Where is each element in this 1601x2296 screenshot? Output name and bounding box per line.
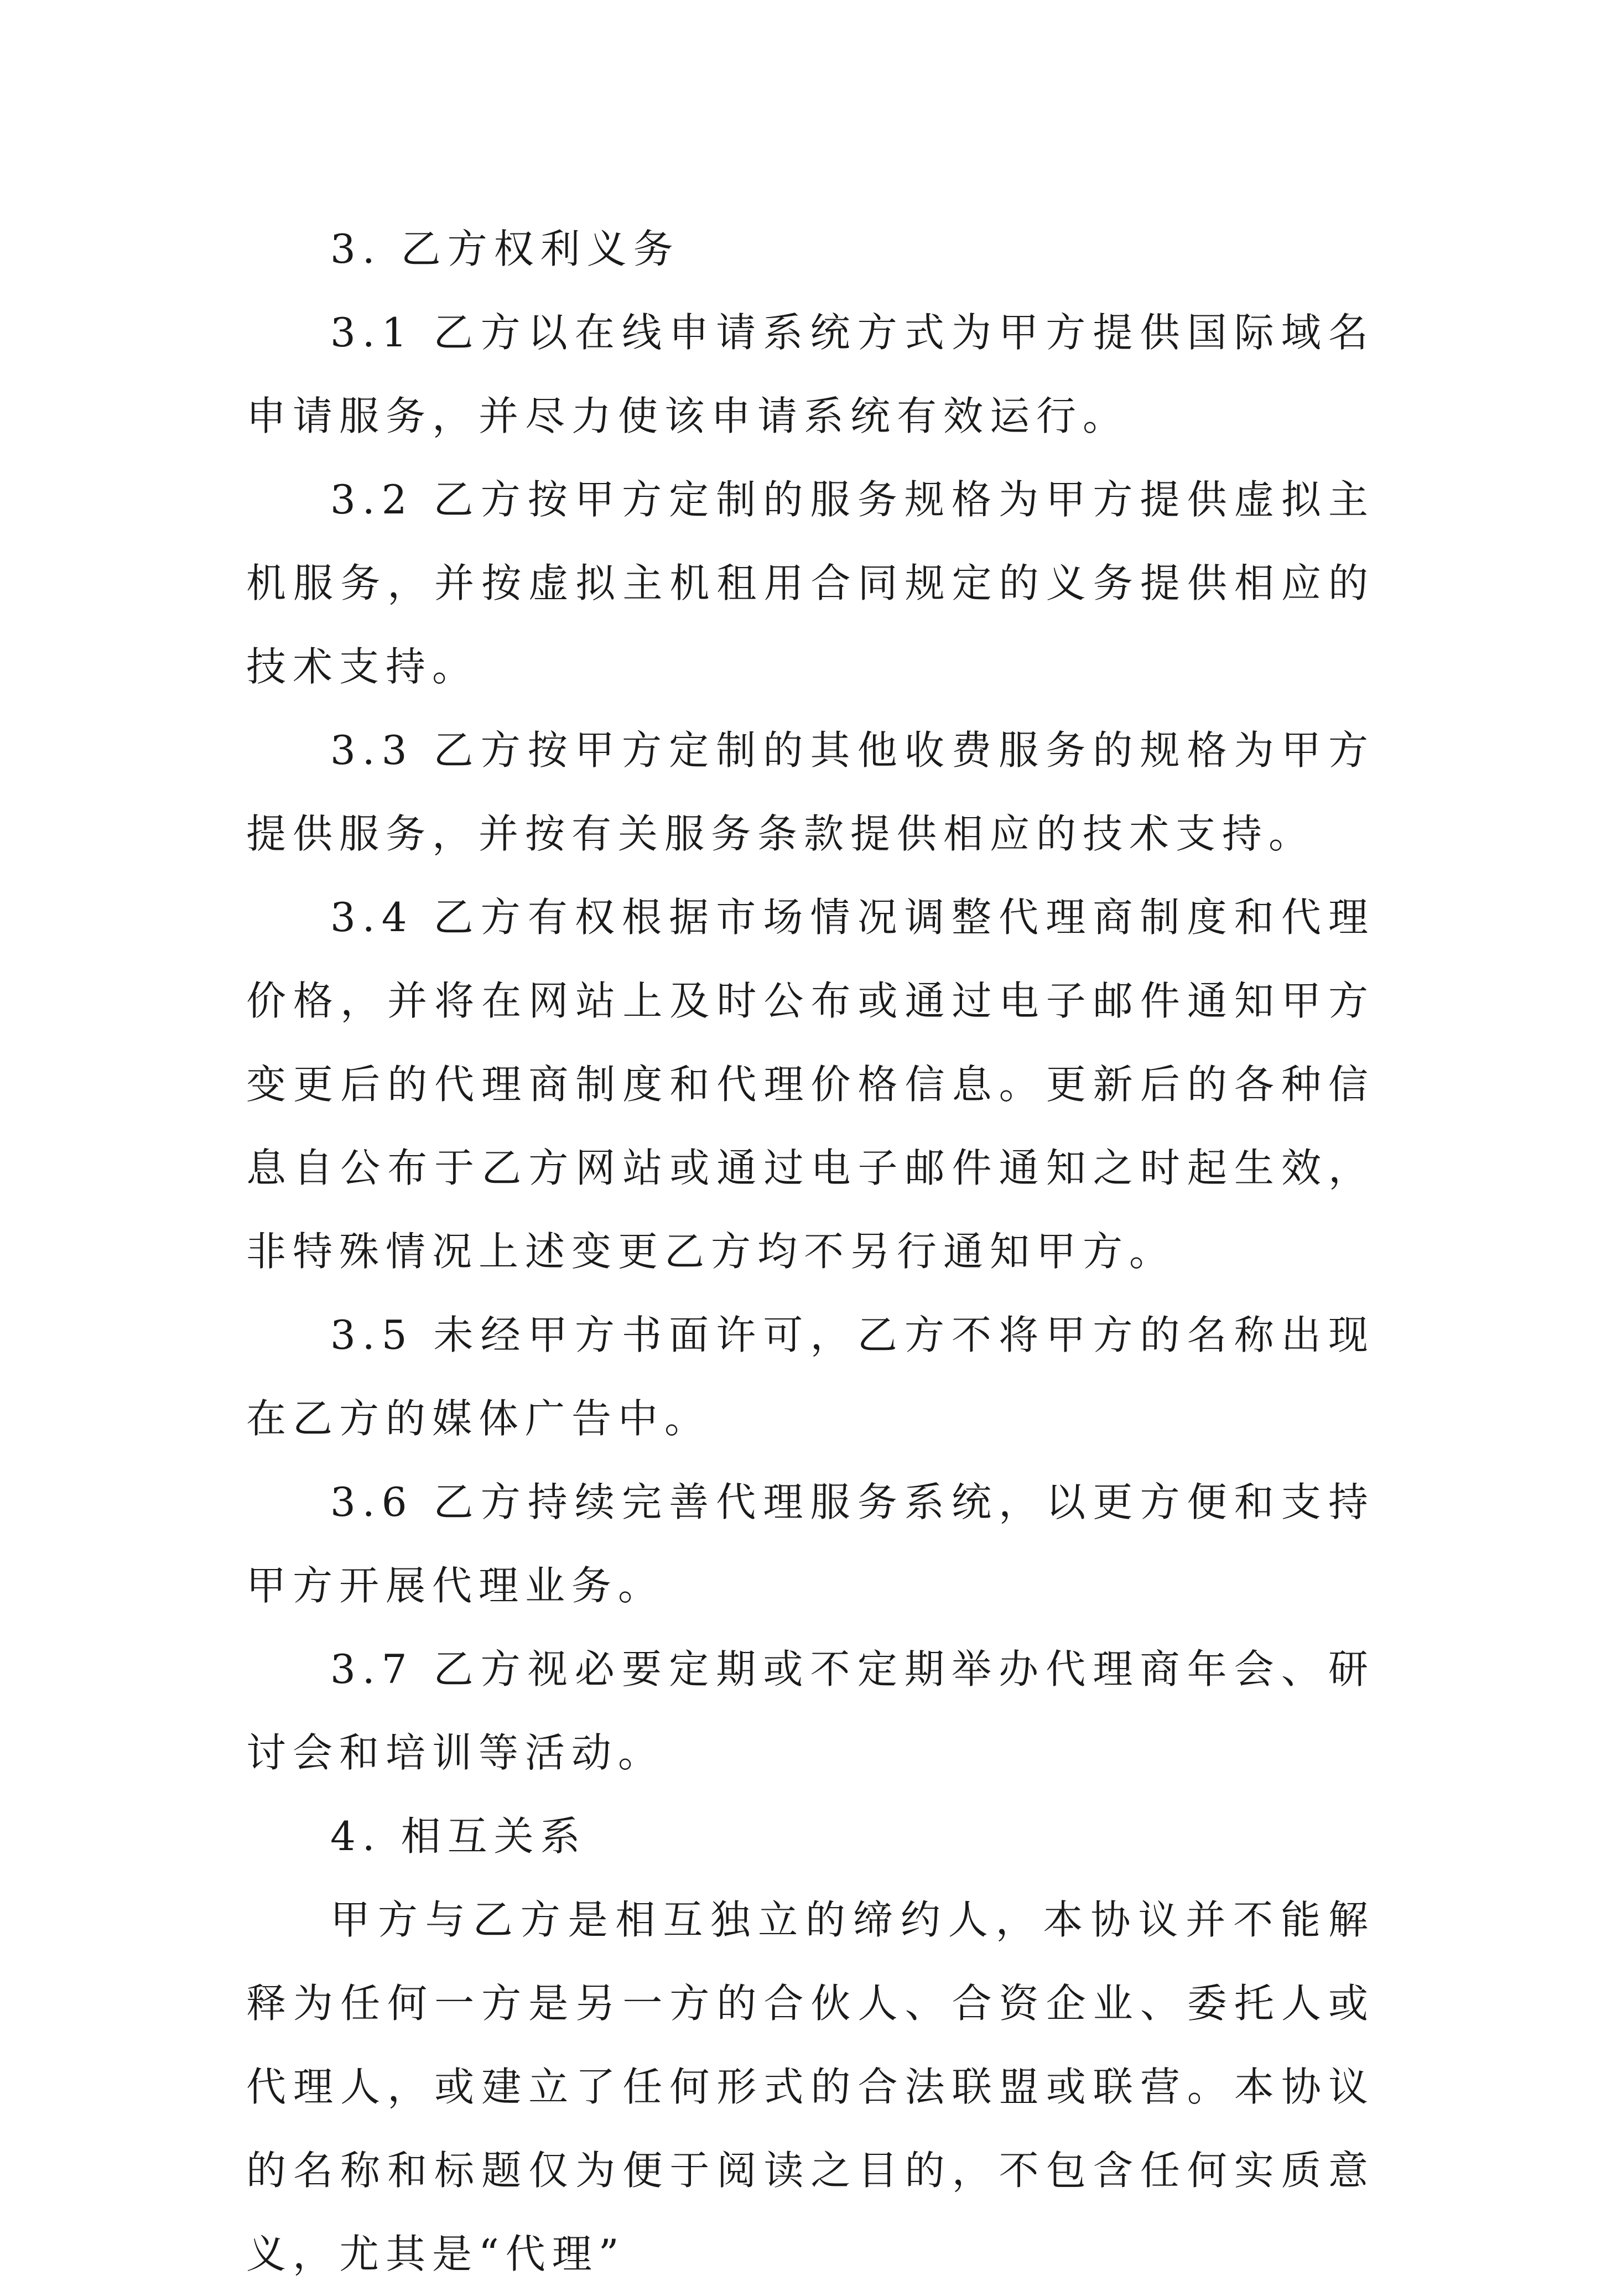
clause-3-3: 3.3 乙方按甲方定制的其他收费服务的规格为甲方提供服务，并按有关服务条款提供相应的技术支持。 xyxy=(246,727,1375,857)
clause-3-2: 3.2 乙方按甲方定制的服务规格为甲方提供虚拟主机服务，并按虚拟主机租用合同规定的义务提供相应的技术支持。 xyxy=(246,476,1375,690)
relationship-paragraph: 甲方与乙方是相互独立的缔约人，本协议并不能解释为任何一方是另一方的合伙人、合资企业、委托人或代理人，或建立了任何形式的合法联盟或联营。本协议的名称和标题仅为便于阅读之目的，不包含任何实质意义，尤其是“代理” xyxy=(246,1897,1375,2277)
section-heading-3: 3. 乙方权利义务 xyxy=(330,226,680,272)
section-heading-4: 4. 相互关系 xyxy=(330,1813,587,1859)
document-body xyxy=(246,207,1375,2296)
clause-3-4: 3.4 乙方有权根据市场情况调整代理商制度和代理价格，并将在网站上及时公布或通过电子邮件通知甲方变更后的代理商制度和代理价格信息。更新后的各种信息自公布于乙方网站或通过电子邮件通知之时起生效，非特殊情况上述变更乙方均不另行通知甲方。 xyxy=(246,894,1375,1275)
clause-3-5: 3.5 未经甲方书面许可，乙方不将甲方的名称出现在乙方的媒体广告中。 xyxy=(246,1312,1375,1442)
clause-3-7: 3.7 乙方视必要定期或不定期举办代理商年会、研讨会和培训等活动。 xyxy=(246,1646,1375,1776)
clause-3-6: 3.6 乙方持续完善代理服务系统，以更方便和支持甲方开展代理业务。 xyxy=(246,1479,1375,1609)
clause-3-1: 3.1 乙方以在线申请系统方式为甲方提供国际域名申请服务，并尽力使该申请系统有效运行。 xyxy=(246,309,1375,439)
